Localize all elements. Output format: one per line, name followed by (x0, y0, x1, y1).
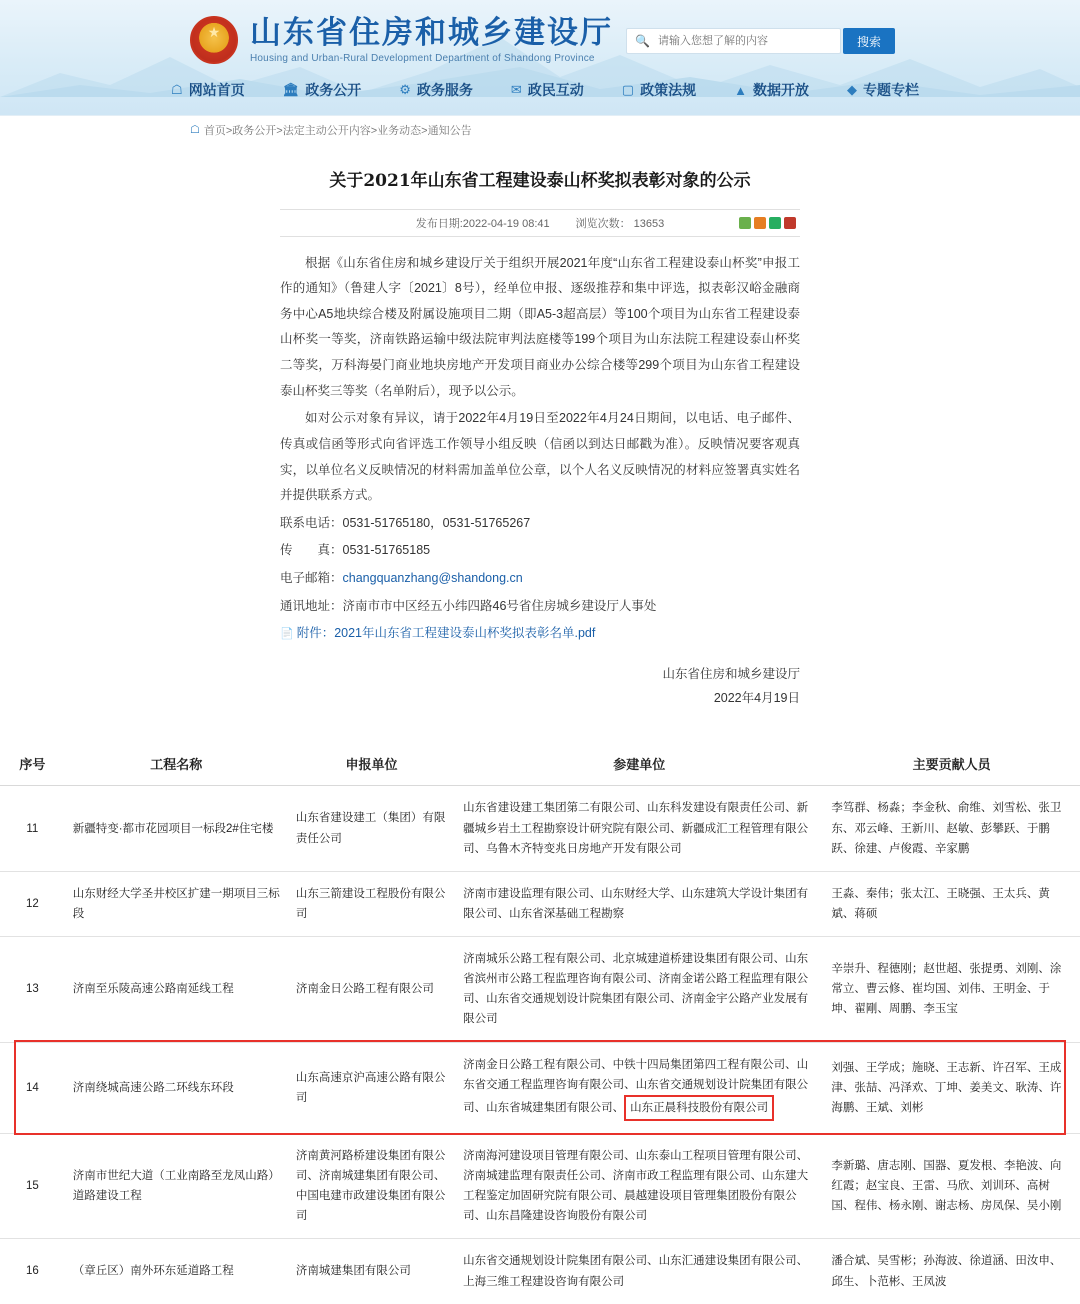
search-box[interactable] (626, 28, 841, 54)
table-row (0, 786, 1080, 871)
chat-icon: ✉ (510, 82, 522, 97)
pdf-icon: 📄 (280, 628, 294, 641)
cell-applicant: 济南金日公路工程有限公司 (288, 937, 455, 1043)
article-meta (280, 209, 800, 237)
cell-project-name: 新疆特变·都市花园项目一标段2#住宅楼 (65, 786, 288, 871)
gear-icon: ⚙ (399, 82, 411, 97)
table-row (0, 1133, 1080, 1239)
nav-item-government-disclosure[interactable] (277, 78, 368, 102)
search-icon: 🔍 (635, 34, 650, 48)
nav-label: 政务公开 (305, 82, 362, 98)
breadcrumb (0, 115, 1080, 143)
cell-contributors: 辛崇升、程德刚；赵世超、张提勇、刘刚、涂常立、曹云修、崔均国、刘伟、王明金、于坤、翟剛、周鹏、李玉宝 (823, 937, 1080, 1043)
attachment-label[interactable]: 附件：2021年山东省工程建设泰山杯奖拟表彰名单.pdf (296, 626, 596, 641)
participants-text: 济南金日公路工程有限公司、中铁十四局集团第四工程有限公司、山东省交通工程监理咨询有限公司、山东省交通规划设计院集团有限公司、山东省城建集团有限公司、 (463, 1058, 809, 1114)
book-icon: ▢ (621, 82, 635, 97)
article (280, 159, 800, 720)
cell-applicant: 山东省建设建工（集团）有限责任公司 (288, 786, 455, 871)
contact-phone (280, 511, 800, 537)
table-header (0, 742, 1080, 786)
cell-applicant: 济南黄河路桥建设集团有限公司、济南城建集团有限公司、中国电建市政建设集团有限公司 (288, 1133, 455, 1239)
cell-participants: 济南城乐公路工程有限公司、北京城建道桥建设集团有限公司、山东省滨州市公路工程监理咨询有限公司、济南金诺公路工程监理有限公司、山东省交通规划设计院集团有限公司、济南金宇公路产业发展有限公司 (455, 937, 823, 1043)
home-small-icon: ☖ (190, 124, 200, 136)
site-subtitle: Housing and Urban-Rural Development Department of Shandong Province (250, 53, 595, 65)
th-project-name: 工程名称 (65, 742, 288, 786)
award-table (0, 742, 1080, 1303)
nav-item-special-columns[interactable] (841, 78, 925, 102)
share-red-icon[interactable] (784, 217, 796, 229)
signature-org: 山东省住房和城乡建设厅 (662, 666, 800, 681)
contact-email-label: 电子邮箱： (280, 571, 343, 585)
cell-project-name: （章丘区）南外环东延道路工程 (65, 1239, 288, 1304)
cell-participants: 山东省交通规划设计院集团有限公司、山东汇通建设集团有限公司、上海三维工程建设咨询有限公司 (455, 1239, 823, 1304)
publish-date: 发布日期:2022-04-19 08:41 (415, 217, 550, 230)
th-no: 序号 (0, 742, 65, 786)
cell-participants: 济南海河建设项目管理有限公司、山东泰山工程项目管理有限公司、济南城建监理有限责任公司、济南市政工程监理有限公司、山东建大工程鉴定加固研究院有限公司、晨越建设项目管理集团股份有限公司、山东昌隆建设咨询股份有限公司 (455, 1133, 823, 1239)
cell-contributors: 李笃群、杨淼；李金秋、俞维、刘雪松、张卫东、邓云峰、王新川、赵敏、彭攀跃、于鹏跃、徐建、卢俊霞、辛家鹏 (823, 786, 1080, 871)
paragraph-2: 如对公示对象有异议，请于2022年4月19日至2022年4月24日期间，以电话、电子邮件、传真或信函等形式向省评选工作领导小组反映（信函以到达日邮戳为准）。反映情况要客观真实，以单位名义反映情况的材料需加盖单位公章，以个人名义反映情况的材料应签署真实姓名并提供联系方式。 (280, 411, 800, 503)
cell-participants: 济南市建设监理有限公司、山东财经大学、山东建筑大学设计集团有限公司、山东省深基础工程勘察 (455, 871, 823, 936)
share-green2-icon[interactable] (769, 217, 781, 229)
nav-item-open-data[interactable] (728, 78, 815, 102)
th-participants: 参建单位 (455, 742, 823, 786)
table-row (0, 937, 1080, 1043)
cell-contributors: 潘合斌、吴雪彬；孙海波、徐道涵、田汝申、邱生、卜范彬、王凤波 (823, 1239, 1080, 1304)
paragraph-1: 根据《山东省住房和城乡建设厅关于组织开展2021年度“山东省工程建设泰山杯奖”申报工作的通知》（鲁建人字〔2021〕8号），经单位申报、逐级推荐和集中评选，拟表彰汉峪金融商务中心A5地块综合楼及附属设施项目二期（即A5-3超高层）等100个项目为山东省工程建设泰山杯奖一等奖，济南铁路运输中级法院审判法庭楼等199个项目为山东法院工程建设泰山杯奖二等奖，万科海晏门商业地块房地产开发项目商业办公综合楼等299个项目为山东省工程建设泰山杯奖三等奖（名单附后），现予以公示。 (280, 255, 800, 398)
site-title: 山东省住房和城乡建设厅 (250, 14, 613, 51)
page-title: 关于2021年山东省工程建设泰山杯奖拟表彰对象的公示 (329, 171, 751, 191)
breadcrumb-text: 首页>政务公开>法定主动公开内容>业务动态>通知公告 (203, 124, 472, 137)
star-icon: ◆ (846, 82, 857, 97)
award-table-wrap (0, 742, 1080, 1303)
nav-label: 政务服务 (416, 82, 473, 98)
nav-label: 政策法规 (640, 82, 697, 98)
main-nav (0, 70, 1080, 110)
contact-address-label: 通讯地址： (280, 598, 343, 613)
table-body (0, 786, 1080, 1304)
search-button[interactable]: 搜索 (843, 28, 895, 54)
table-row (0, 871, 1080, 936)
national-emblem-icon (190, 16, 238, 64)
site-header (0, 0, 1080, 115)
cell-project-name: 济南至乐陵高速公路南延线工程 (65, 937, 288, 1043)
contact-address (280, 594, 800, 620)
signature-date: 2022年4月19日 (713, 690, 800, 705)
view-count: 浏览次数： 13653 (575, 217, 665, 230)
chart-icon: ▲ (734, 82, 747, 98)
nav-item-public-interaction[interactable] (505, 78, 590, 102)
cell-no: 16 (0, 1239, 65, 1304)
th-contributors: 主要贡献人员 (823, 742, 1080, 786)
nav-label: 专题专栏 (862, 82, 919, 98)
share-orange-icon[interactable] (754, 217, 766, 229)
contact-phone-label: 联系电话： (280, 515, 343, 530)
cell-applicant: 山东高速京沪高速公路有限公司 (288, 1042, 455, 1133)
cell-project-name: 山东财经大学圣井校区扩建一期项目三标段 (65, 871, 288, 936)
search-area (626, 28, 895, 54)
bank-icon: 🏛 (282, 82, 300, 97)
contact-phone-value: 0531-51765180，0531-51765267 (342, 515, 531, 530)
contact-email-value[interactable]: changquanzhang@shandong.cn (342, 571, 523, 585)
share-icons[interactable] (739, 217, 796, 229)
cell-applicant: 济南城建集团有限公司 (288, 1239, 455, 1304)
cell-participants (455, 1042, 823, 1133)
table-row (0, 1239, 1080, 1304)
signature (280, 663, 800, 711)
highlighted-company: 山东正晨科技股份有限公司 (624, 1095, 774, 1121)
cell-project-name: 济南市世纪大道（工业南路至龙凤山路）道路建设工程 (65, 1133, 288, 1239)
attachment-link[interactable] (280, 621, 800, 647)
cell-contributors: 王淼、秦伟；张太江、王晓强、王太兵、黄斌、蒋硕 (823, 871, 1080, 936)
share-green-icon[interactable] (739, 217, 751, 229)
th-applicant: 申报单位 (288, 742, 455, 786)
contact-email (280, 566, 800, 592)
cell-no: 13 (0, 937, 65, 1043)
contact-fax-label: 传 真： (280, 543, 343, 558)
nav-label: 政民互动 (527, 82, 584, 98)
table-header-row (0, 742, 1080, 786)
home-icon: ☖ (171, 82, 183, 97)
cell-applicant: 山东三箭建设工程股份有限公司 (288, 871, 455, 936)
article-body (280, 251, 800, 711)
nav-item-home[interactable] (165, 78, 251, 102)
nav-item-government-services[interactable] (393, 78, 479, 102)
cell-no: 14 (0, 1042, 65, 1133)
cell-contributors: 李新璐、唐志刚、国器、夏发根、李艳波、向红霞；赵宝良、王雷、马欣、刘训环、高树国、程伟、杨永刚、谢志杨、房凤保、吴小刚 (823, 1133, 1080, 1239)
cell-contributors: 刘强、王学成；施晓、王志新、许召军、王成津、张喆、冯泽欢、丁坤、姜美文、耿涛、许海鹏、王斌、刘彬 (823, 1042, 1080, 1133)
cell-no: 15 (0, 1133, 65, 1239)
cell-participants: 山东省建设建工集团第二有限公司、山东科发建设有限责任公司、新疆城乡岩土工程勘察设计研究院有限公司、新疆成汇工程管理有限公司、乌鲁木齐特变兆日房地产开发有限公司 (455, 786, 823, 871)
table-row-highlighted (0, 1042, 1080, 1133)
cell-no: 12 (0, 871, 65, 936)
nav-label: 网站首页 (188, 82, 245, 98)
contact-fax-value: 0531-51765185 (342, 543, 431, 558)
cell-no: 11 (0, 786, 65, 871)
contact-fax (280, 538, 800, 564)
contact-address-value: 济南市市中区经五小纬四路46号省住房城乡建设厅人事处 (342, 598, 657, 613)
search-input[interactable] (656, 34, 832, 48)
cell-project-name: 济南绕城高速公路二环线东环段 (65, 1042, 288, 1133)
nav-item-policies[interactable] (616, 78, 702, 102)
nav-label: 数据开放 (752, 82, 809, 98)
